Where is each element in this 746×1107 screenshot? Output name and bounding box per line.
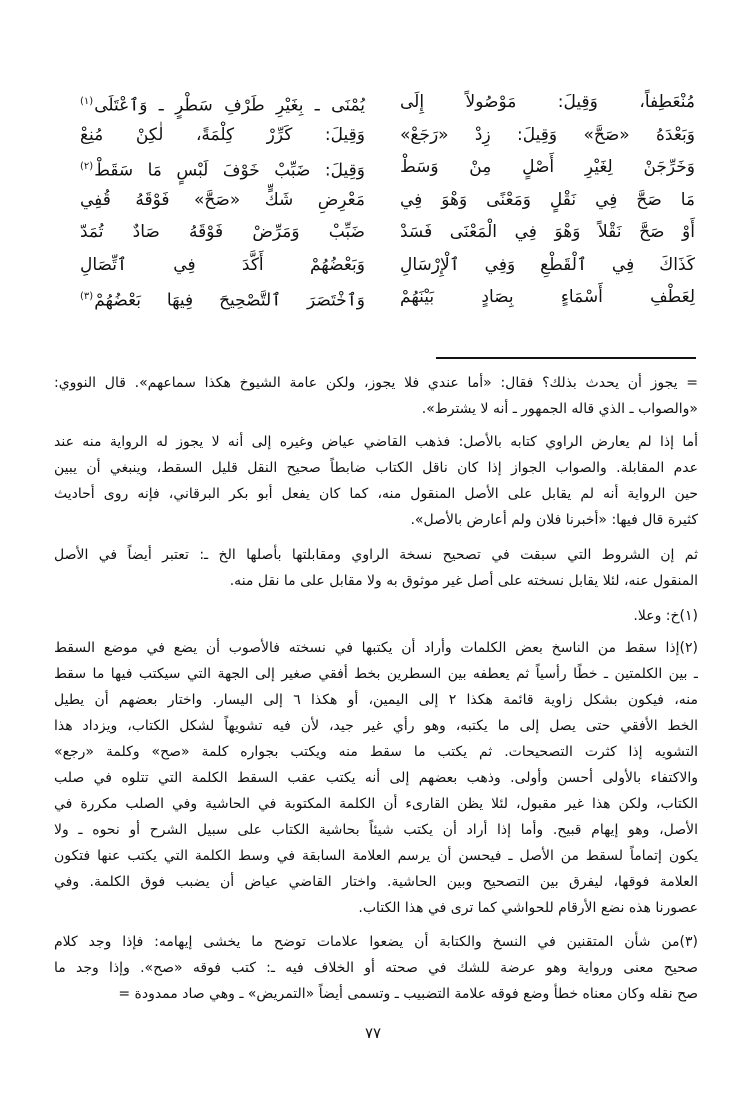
verse-line <box>80 281 695 314</box>
text-line: كثيرة قال فيها: «أخبرنا فلان ولم أعارض بالأصل». <box>410 512 698 528</box>
text-line: عصورنا هذه نضع الأرقام للحواشي كما ترى في هذا الكتاب. <box>358 900 698 916</box>
verse-second-hemistich <box>80 281 365 317</box>
text-line: صح نقله وكان معناه خطأ وضع فوقه علامة التضبيب ـ وتسمى أيضاً «التمريض» ـ وهي صاد ممدودة = <box>118 986 698 1002</box>
text-line: الأصل، وهو إيهام قبيح. وأما إذا أراد أن يكتب شيئاً بحاشية الكتاب على سبيل الشرح أو نحوه ـ ولا <box>54 822 698 838</box>
verse-line <box>80 249 695 282</box>
page-number: ٧٧ <box>364 1024 382 1042</box>
paragraph <box>54 370 698 422</box>
verse-block <box>80 86 695 314</box>
verse-second-hemistich <box>80 151 365 187</box>
text-line: ـ بين الكلمتين ـ خطًا رأسياً ثم يعطفه بين السطرين بخط أفقي صغير إلى الجهة التي سيكتب فيها ما سقط <box>54 666 698 682</box>
paragraph <box>54 635 698 921</box>
verse-first-hemistich: وَبَعْدَهُ «صَحَّ» وَقِيلَ: زِدْ «رَجَعْ» <box>400 124 695 145</box>
verse-second-hemistich <box>80 184 365 216</box>
text-line: صحيح معنى ورواية وهو عرضة للشك في صحته أو الخلاف فيه ـ: كتب فوقه «صح». وإذا وجد ما <box>54 960 698 976</box>
verse-first-hemistich: أَوْ صَحَّ نَقْلاً وَهْوَ فِي الْمَعْنَى فَسَدْ <box>400 222 695 242</box>
text-line: أما إذا لم يعارض الراوي كتابه بالأصل: فذهب القاضي عياض وغيره إلى أنه لا يجوز له الرواية منه عند <box>54 434 698 450</box>
verse-line <box>80 119 695 152</box>
text-line: = يجوز أن يحدث بذلك؟ فقال: «أما عندي فلا يجوز، ولكن عامة الشيوخ هكذا سماعهم». قال النووي: <box>54 375 698 391</box>
text-line: عدم المقابلة. والصواب الجواز إذا كان ناقل الكتاب ضابطاً صحيح النقل قليل السقط، وينبغي أن يبين <box>54 460 698 476</box>
verse-second-hemistich <box>80 119 365 151</box>
verse-second-hemistich <box>80 216 365 248</box>
text-line: «والصواب ـ الذي قاله الجمهور ـ أنه لا يشترط». <box>421 401 698 417</box>
verse-text: يُمْنَى ـ بِغَيْرِ طَرْفِ سَطْرٍ ـ وَٱعْتَلَى <box>94 95 365 116</box>
verse-second-hemistich <box>80 249 365 281</box>
paragraph <box>54 929 698 1007</box>
text-line: (٣)من شأن المتقنين في النسخ والكتابة أن يضعوا علامات توضح ما يخشى إيهامه: فإذا وجد كلام <box>54 934 698 950</box>
verse-text: مَعْرِضِ شَكٍّ «صَحَّ» فَوْقَهُ قُفِي <box>80 189 365 210</box>
verse-text: وَقِيلَ: ضَبِّبْ خَوْفَ لَبْسٍ مَا سَقَطْ <box>94 160 365 181</box>
footnote-marker: (٢) <box>80 161 94 172</box>
text-line: العلامة فوقها، ليفرق بين التصحيح وبين الحاشية. واختار القاضي عياض أن يضبب فوق الكلمة. وفي <box>54 874 698 890</box>
verse-line <box>80 216 695 249</box>
text-line: التشويه إذا كثرت التصحيحات. ثم يكتب ما سقط منه ويكتب بجواره كلمة «صح» وكلمة «رجع» <box>54 744 698 760</box>
text-line: منه، فيكون بشكل زاوية قائمة هكذا ٢ إلى اليمين، أو هكذا ٦ إلى اليسار. واختار بعضهم أن يطيل <box>54 692 698 708</box>
verse-text: ضَبِّبْ وَمَرِّضْ فَوْقَهُ صَادٌ تُمَدّ <box>80 222 365 242</box>
text-line: ثم إن الشروط التي سبقت في تصحيح نسخة الراوي ومقابلتها بأصلها الخ ـ: تعتبر أيضاً في الأصل <box>54 547 698 563</box>
text-line: والاكتفاء بالأولى أحسن وأولى. وذهب بعضهم إلى أنه يكتب عقب السقط الكلمة التي تتلوه في صلب <box>54 770 698 786</box>
text-line: حين الرواية أنه لم يقابل على الأصل المنقول منه، كما كان يفعل أبو بكر البرقاني، فإنه روى أحاديث <box>54 486 698 502</box>
verse-first-hemistich: وَخَرِّجَنْ لِغَيْرِ أَصْلٍ مِنْ وَسَطْ <box>400 157 695 177</box>
text-line: (١)خ: وعلا. <box>633 608 698 624</box>
verse-first-hemistich: مَا صَحَّ فِي نَقْلٍ وَمَعْنًى وَهْوَ فِي <box>400 189 695 210</box>
verse-first-hemistich: لِعَطْفِ أَسْمَاءٍ بِصَادٍ بَيْنَهُمْ <box>400 287 695 307</box>
paragraph <box>54 542 698 594</box>
footnote-marker: (١) <box>80 96 94 107</box>
verse-text: وَٱخْتَصَرَ ٱلتَّصْحِيحَ فِيهَا بَعْضُهُمْ <box>94 290 365 311</box>
text-line: المنقول عنه، لئلا يقابل نسخته على أصل غير موثوق به ولا مقابل على ما نقل منه. <box>229 573 698 589</box>
text-line: الخط الأفقي حتى يصل إلى ما يكتبه، وهو رأي غير جيد، لأن فيه تشويهاً لشكل الكتاب، ويزداد هذا <box>54 718 698 734</box>
verse-first-hemistich: مُنْعَطِفاً، وَقِيلَ: مَوْصُولاً إِلَى <box>400 92 695 112</box>
text-line: (٢)إذا سقط من الناسخ بعض الكلمات وأراد أن يكتبها في نسخته فالأصوب أن يضع في موضع السقط <box>54 640 698 656</box>
verse-text: وَبَعْضُهُمْ أَكَّدَ فِي ٱتِّصَالِ <box>80 254 365 275</box>
text-line: يكون إتماماً لسقط من الأصل ـ فيحسن أن يرسم العلامة السابقة في وسط الكلمة التي يكتب عنها فتكون <box>54 848 698 864</box>
verse-text: وَقِيلَ: كَرِّرْ كِلْمَةً، لٰكِنْ مُنِعْ <box>80 124 365 145</box>
verse-line <box>80 184 695 217</box>
verse-line <box>80 151 695 184</box>
verse-second-hemistich <box>80 86 365 122</box>
text-line: الكتاب، ولكن هذا غير مقبول، لئلا يظن القارىء أن الكلمة المكتوبة في الحاشية وفي الصلب مكررة في <box>54 796 698 812</box>
paragraph <box>54 603 698 629</box>
footnote-marker: (٣) <box>80 291 94 302</box>
verse-first-hemistich: كَذَاكَ فِي ٱلْقَطْعِ وَفِي ٱلْإِرْسَالِ <box>400 254 695 275</box>
verse-line <box>80 86 695 119</box>
paragraph <box>54 429 698 533</box>
footnote-separator <box>436 357 696 359</box>
